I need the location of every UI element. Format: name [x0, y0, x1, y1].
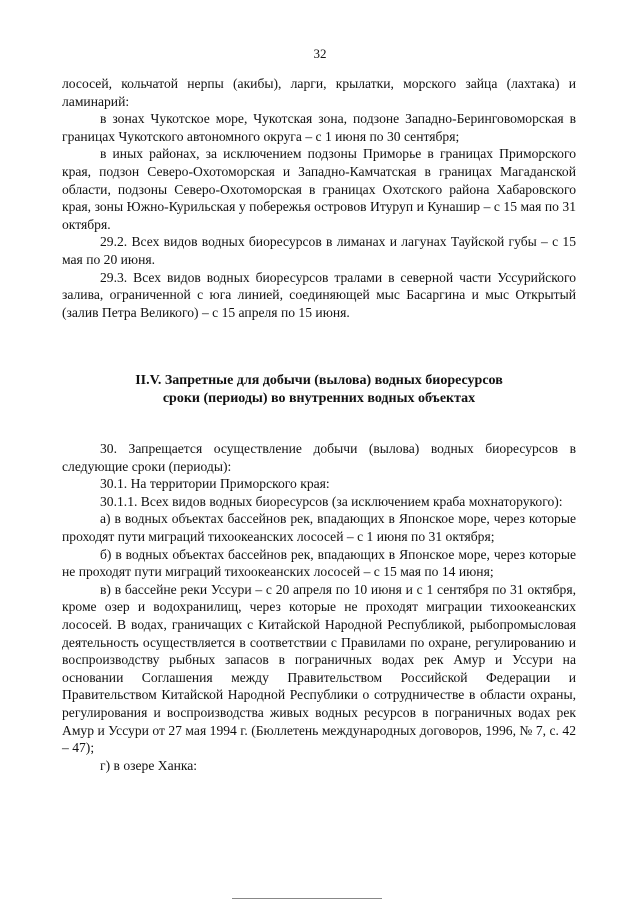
- paragraph: г) в озере Ханка:: [100, 757, 198, 773]
- paragraph: 29.2. Всех видов водных биоресурсов в лиманах и лагунах Тауйской губы – с 15 мая по 20 июня.: [62, 234, 576, 267]
- paragraph: в) в бассейне реки Уссури – с 20 апреля по 10 июня и с 1 сентября по 31 октября, кроме озер и водохранилищ, через которые не проходят миграции тихоокеанских лососей. В водах, граничащих с Китайской Народной Республикой, рыбопромысловая деятельность осуществляется в соответствии с Правилами по охране, регулированию и воспроизводству рыбных запасов в пограничных водах рек Амур и Уссури на основании Соглашения между Правительством Российской Федерации и Правительством Китайской Народной Республики о сотрудничестве в области охраны, регулирования и воспроизводства живых водных ресурсов в пограничных водах рек Амур и Уссури от 27 мая 1994 г. (Бюллетень международных договоров, 1996, № 7, с. 42 – 47);: [62, 581, 576, 756]
- paragraph: 29.3. Всех видов водных биоресурсов тралами в северной части Уссурийского залива, ограниченной с юга линией, соединяющей мыс Басаргина и мыс Открытый (залив Петра Великого) – с 15 апреля по 15 июня.: [62, 269, 576, 320]
- section-heading-line-1: II.V. Запретные для добычи (вылова) водных биоресурсов: [135, 373, 503, 388]
- scan-edge-line: [232, 898, 382, 899]
- section-heading: [62, 372, 576, 408]
- body-text-bottom: [62, 440, 576, 774]
- section-heading-line-2: сроки (периоды) во внутренних водных объектах: [162, 391, 476, 406]
- paragraph: в зонах Чукотское море, Чукотская зона, подзоне Западно-Беринговоморская в границах Чукотского автономного округа – с 1 июня по 30 сентября;: [62, 111, 576, 144]
- paragraph: в иных районах, за исключением подзоны Приморье в границах Приморского края, подзон Северо-Охотоморская и Западно-Камчатская в границах Магаданской области, подзоны Северо-Охотоморская в границах Охотского района Хабаровского края, зоны Южно-Курильская у побережья островов Итуруп и Кунашир – с 15 мая по 31 октября.: [62, 146, 576, 232]
- paragraph: 30. Запрещается осуществление добычи (вылова) водных биоресурсов в следующие сроки (периоды):: [62, 441, 576, 474]
- paragraph: б) в водных объектах бассейнов рек, впадающих в Японское море, через которые не проходят пути миграций тихоокеанских лососей – с 15 мая по 14 июня;: [62, 546, 576, 580]
- body-text-top: [62, 75, 576, 321]
- paragraph: а) в водных объектах бассейнов рек, впадающих в Японское море, через которые проходят пути миграций тихоокеанских лососей – с 1 июня по 31 октября;: [62, 511, 576, 544]
- paragraph: 30.1.1. Всех видов водных биоресурсов (за исключением краба мохнаторукого):: [100, 493, 563, 509]
- page-number: 32: [313, 46, 327, 61]
- paragraph: лососей, кольчатой нерпы (акибы), ларги, крылатки, морского зайца (лахтака) и ламинарий:: [62, 76, 576, 109]
- paragraph: 30.1. На территории Приморского края:: [100, 476, 330, 492]
